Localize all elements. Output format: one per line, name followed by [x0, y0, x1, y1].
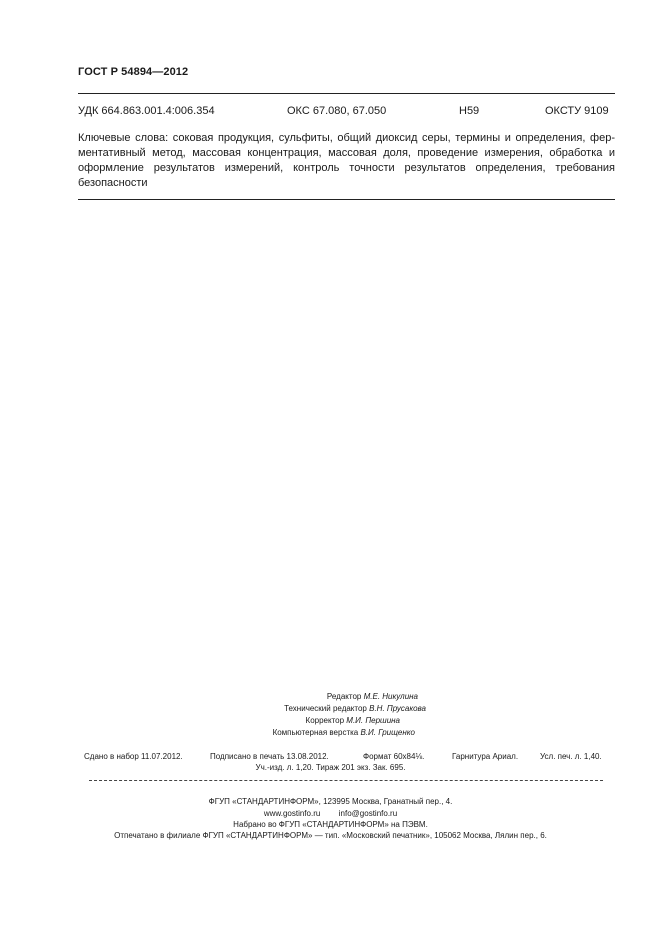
staff-role: Компьютерная верстка: [272, 728, 359, 737]
group-code: Н59: [459, 105, 480, 117]
printed-sheets: Усл. печ. л. 1,40.: [540, 752, 602, 761]
printed-note: Отпечатано в филиале ФГУП «СТАНДАРТИНФОРМ» — тип. «Московский печатник», 105062 Москва, Лялин пер., 6.: [114, 831, 547, 840]
dashed-divider: [89, 780, 603, 781]
email-link[interactable]: info@gostinfo.ru: [338, 809, 398, 818]
signed-date: Подписано в печать 13.08.2012.: [210, 752, 329, 761]
editorial-staff: [150, 691, 550, 739]
keywords-line: ментативный метод, массовая концентрация, массовая доля, проведение измерения, обработка и: [78, 147, 615, 159]
staff-name: М.И. Першина: [346, 716, 400, 725]
staff-role: Корректор: [305, 716, 345, 725]
keywords-line: Ключевые слова: соковая продукция, сульфиты, общий диоксид серы, термины и определения, фер-: [78, 132, 615, 144]
oks-code: ОКС 67.080, 67.050: [287, 105, 387, 117]
keywords-rule: [78, 199, 615, 200]
publisher-address: ФГУП «СТАНДАРТИНФОРМ», 123995 Москва, Гранатный пер., 4.: [208, 797, 453, 806]
staff-name: В.Н. Прусакова: [369, 704, 426, 713]
staff-name: М.Е. Никулина: [363, 692, 418, 701]
okstu-code: ОКСТУ 9109: [545, 105, 609, 117]
staff-name: В.И. Грищенко: [360, 728, 415, 737]
header-rule: [78, 93, 615, 94]
paper-format: Формат 60х84⅛.: [363, 752, 425, 761]
imprint-line-2: Уч.-изд. л. 1,20. Тираж 201 экз. Зак. 695.: [255, 763, 406, 772]
keywords-paragraph: [78, 131, 615, 191]
standard-number: ГОСТ Р 54894—2012: [78, 66, 189, 78]
classification-line: [78, 105, 615, 119]
staff-row: [150, 691, 550, 703]
staff-row: [150, 715, 550, 727]
udk-code: УДК 664.863.001.4:006.354: [78, 105, 215, 117]
staff-row: [150, 703, 550, 715]
website-link[interactable]: www.gostinfo.ru: [263, 809, 321, 818]
keywords-line: безопасности: [78, 177, 148, 189]
staff-role: Технический редактор: [284, 704, 367, 713]
staff-role: Редактор: [326, 692, 362, 701]
set-date: Сдано в набор 11.07.2012.: [84, 752, 183, 761]
typeset-note: Набрано во ФГУП «СТАНДАРТИНФОРМ» на ПЭВМ.: [233, 820, 428, 829]
keywords-line: оформление результатов измерений, контроль точности результатов определения, требования: [78, 162, 615, 174]
staff-row: [150, 727, 550, 739]
publisher-contacts: [0, 809, 661, 818]
typeface: Гарнитура Ариал.: [452, 752, 519, 761]
